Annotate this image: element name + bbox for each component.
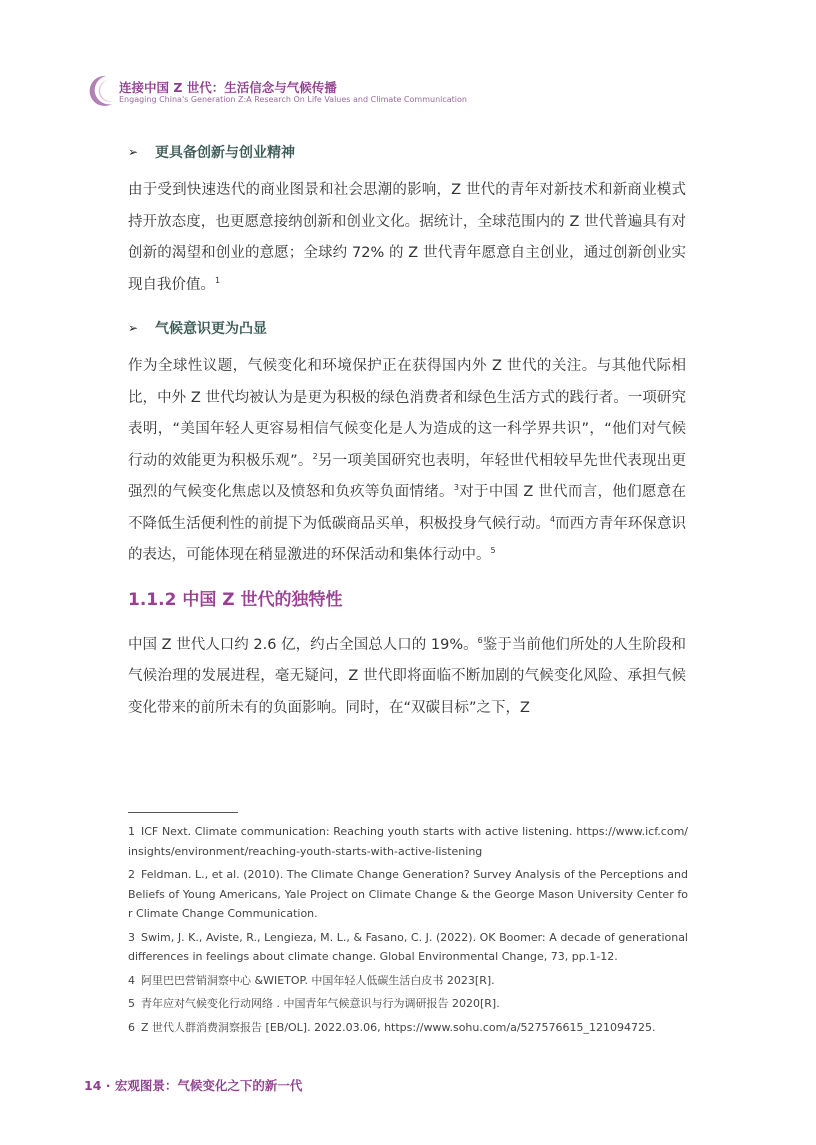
footnote-ref-1[interactable]: 1 [215, 275, 221, 285]
footnote-item [128, 1018, 688, 1038]
section-heading: 1.1.2 中国 Z 世代的独特性 [128, 589, 343, 610]
footnote-divider [128, 812, 238, 813]
paragraph-uniqueness [128, 630, 686, 725]
paragraph-climate-text-a: 作为全球性议题，气候变化和环境保护正在获得国内外 Z 世代的关注。与其他代际相比，中外 Z 世代均被认为是更为积极的绿色消费者和绿色生活方式的践行者。一项研究表明，“美国年轻人更容易相信气候变化是人为造成的这一科学界共识”，“他们对气候行动的效能更为积极乐观”。 [128, 358, 686, 469]
footnote-item [128, 971, 688, 991]
footnote-number: 1 [128, 825, 135, 838]
footnote-item [128, 928, 688, 967]
footnote-text: Feldman. L., et al. (2010). The Climate Change Generation? Survey Analysis of the Perceptions and Beliefs of Young Americans, Yale Project on Climate Change & the George Mason University Center for Climate Change Communication. [128, 868, 688, 920]
footnote-text: Z 世代人群消费洞察报告 [EB/OL]. 2022.03.06, https://www.sohu.com/a/527576615_121094725. [141, 1020, 656, 1034]
footnote-ref-2[interactable]: 2 [312, 451, 318, 461]
footnote-item [128, 994, 688, 1014]
page-footer: 14 · 宏观图景：气候变化之下的新一代 [84, 1078, 303, 1093]
footnote-ref-4[interactable]: 4 [549, 514, 556, 524]
paragraph-innovation [128, 175, 686, 301]
footnote-item [128, 822, 688, 861]
footnote-number: 4 [128, 973, 135, 987]
paragraph-climate-text-b: 另一项美国研究也表明，年轻世代相较早先世代表现出更强烈的气候变化焦虑以及愤怒和负疚等负面情绪。 [128, 452, 687, 500]
paragraph-innovation-text: 由于受到快速迭代的商业图景和社会思潮的影响，Z 世代的青年对新技术和新商业模式持开放态度，也更愿意接纳创新和创业文化。据统计，全球范围内的 Z 世代普遍具有对创新的渴望和创业的意愿；全球约 72% 的 Z 世代青年愿意自主创业，通过创新创业实现自我价值。 [128, 182, 686, 293]
header-title: 连接中国 Z 世代：生活信念与气候传播 [119, 80, 337, 95]
footnote-number: 3 [128, 930, 135, 944]
footnotes [128, 822, 688, 1041]
footnote-number: 2 [128, 868, 135, 881]
footnote-number: 5 [128, 997, 135, 1010]
arrow-bullet-icon: ➢ [128, 321, 139, 335]
heading-climate-text: 气候意识更为凸显 [155, 321, 267, 337]
paragraph-climate-text-d: 而西方青年环保意识的表达，可能体现在稍显激进的环保活动和集体行动中。 [128, 515, 686, 563]
heading-innovation-text: 更具备创新与创业精神 [155, 145, 295, 161]
footnote-ref-6[interactable]: 6 [477, 635, 483, 645]
header-subtitle: Engaging China's Generation Z:A Research On Life Values and Climate Communication [119, 95, 467, 104]
footnote-text: ICF Next. Climate communication: Reaching youth starts with active listening. https://www.icf.com/insights/environment/reaching-youth-starts-with-active-listening [128, 825, 688, 858]
footnote-ref-5[interactable]: 5 [490, 546, 496, 556]
footnote-ref-3[interactable]: 3 [453, 483, 459, 493]
footnote-item [128, 865, 688, 924]
footnote-number: 6 [128, 1020, 135, 1034]
main-content [128, 139, 686, 738]
bullet-heading-innovation [128, 139, 686, 165]
footnote-text: 青年应对气候变化行动网络 . 中国青年气候意识与行为调研报告 2020[R]. [141, 997, 500, 1010]
paragraph-climate-text-c: 对于中国 Z 世代而言，他们愿意在不降低生活便利性的前提下为低碳商品买单，积极投身气候行动。 [128, 484, 687, 532]
bullet-heading-climate [128, 315, 686, 341]
paragraph-uniqueness-text-b: 鉴于当前他们所处的人生阶段和气候治理的发展进程，毫无疑问，Z 世代即将面临不断加剧的气候变化风险、承担气候变化带来的前所未有的负面影响。同时，在“双碳目标”之下，Z [128, 636, 686, 716]
arrow-bullet-icon: ➢ [128, 145, 139, 159]
crescent-logo-icon [86, 74, 120, 108]
footnote-text: 阿里巴巴营销洞察中心 &WIETOP. 中国年轻人低碳生活白皮书 2023[R]. [141, 973, 495, 987]
paragraph-uniqueness-text-a: 中国 Z 世代人口约 2.6 亿，约占全国总人口的 19%。 [128, 636, 478, 653]
footnote-text: Swim, J. K., Aviste, R., Lengieza, M. L., & Fasano, C. J. (2022). OK Boomer: A decade of generational differences in feelings about climate change. Global Environmental Change, 73, pp.1-12. [128, 930, 688, 963]
paragraph-climate [128, 351, 686, 572]
